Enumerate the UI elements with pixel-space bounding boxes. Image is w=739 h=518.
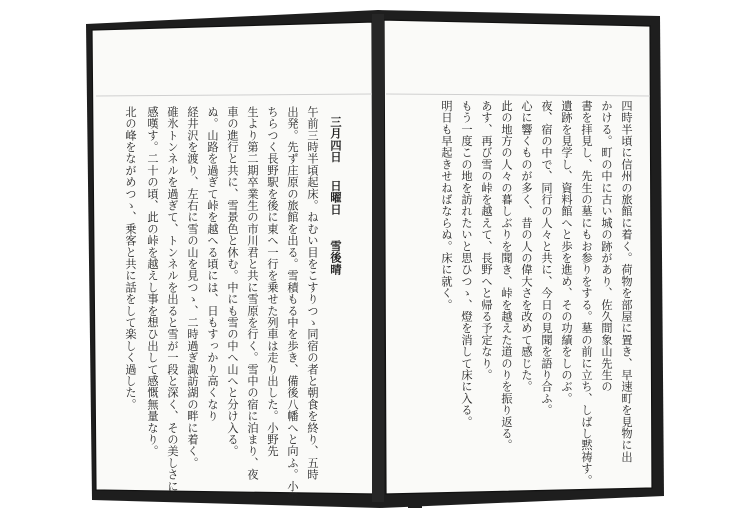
right-column-4: 遺跡を見学し、資料館へと歩を進め、その功績をしのぶ。 bbox=[560, 100, 573, 405]
right-column-6: 心に響くものが多く、昔の人の偉大さを改めて感じた。 bbox=[520, 100, 533, 393]
left-column-4: 生より第二期卒業生の市川君と共に雪原を行く。雪中の宿に泊まり、夜 bbox=[246, 106, 259, 481]
left-column-8: 碓氷トンネルを過ぎて、トンネルを出ると雪が一段と深く、その美しさに bbox=[166, 106, 179, 493]
left-column-2: 出発。先ず庄原の旅館を出る。雪積もる中を歩き、備後八幡へと向ふ。小雪 bbox=[286, 106, 299, 504]
left-column-10: 北の峰をながめつゝ、乗客と共に話をして楽しく過した。 bbox=[124, 106, 137, 411]
diary-date: 三月四日 bbox=[329, 116, 343, 163]
right-column-3: 書を拝見し、先生の墓にもお参りをする。墓の前に立ち、しばし黙祷す。 bbox=[580, 100, 593, 487]
right-column-7: 此の地方の人々の暮しぶりを聞き、峠を越えた道のりを振り返る。 bbox=[500, 100, 513, 451]
left-column-6: ぬ。山路を過ぎて峠を越へる頃には、日もすっかり高くなり bbox=[206, 106, 219, 422]
right-column-2: かける。町の中に古い城の跡があり、佐久間象山先生の bbox=[600, 100, 613, 393]
diary-weather: 雪後晴 bbox=[329, 240, 343, 276]
diary-weekday: 日曜日 bbox=[329, 180, 343, 216]
left-column-1: 午前三時半頃起床。ねむい目をこすりつゝ同宿の者と朝食を終り、五時 bbox=[306, 106, 319, 481]
left-column-3: ちらつく長野駅を後に東へ一行を乗せた列車は走り出した。小野先 bbox=[266, 106, 279, 457]
right-column-8: あす、再び雪の峠を越えて、長野へと帰る予定なり。 bbox=[480, 100, 493, 381]
left-column-5: 車の進行と共に、雪景色と休む。中にも雪の中へ山へと分け入る。 bbox=[226, 106, 239, 457]
right-column-10: 明日も早起きせねばならぬ。床に就く。 bbox=[440, 100, 453, 311]
right-column-5: 夜、宿の中で、同行の人々と共に、今日の見聞を語り合ふ。 bbox=[540, 100, 553, 416]
right-column-1: 四時半頃に信州の旅館に着く。荷物を部屋に置き、早速町を見物に出 bbox=[620, 100, 633, 463]
left-column-7: 経井沢を渡り、左右に雪の山を見つゝ、二時過ぎ諏訪湖の畔に着く。 bbox=[186, 106, 199, 469]
right-column-9: もう一度この地を訪れたいと思ひつゝ、燈を消して床に入る。 bbox=[460, 100, 473, 428]
left-column-9: 感嘆す。二十の頃、此の峠を越えし事を想ひ出して感慨無量なり。 bbox=[146, 106, 159, 457]
